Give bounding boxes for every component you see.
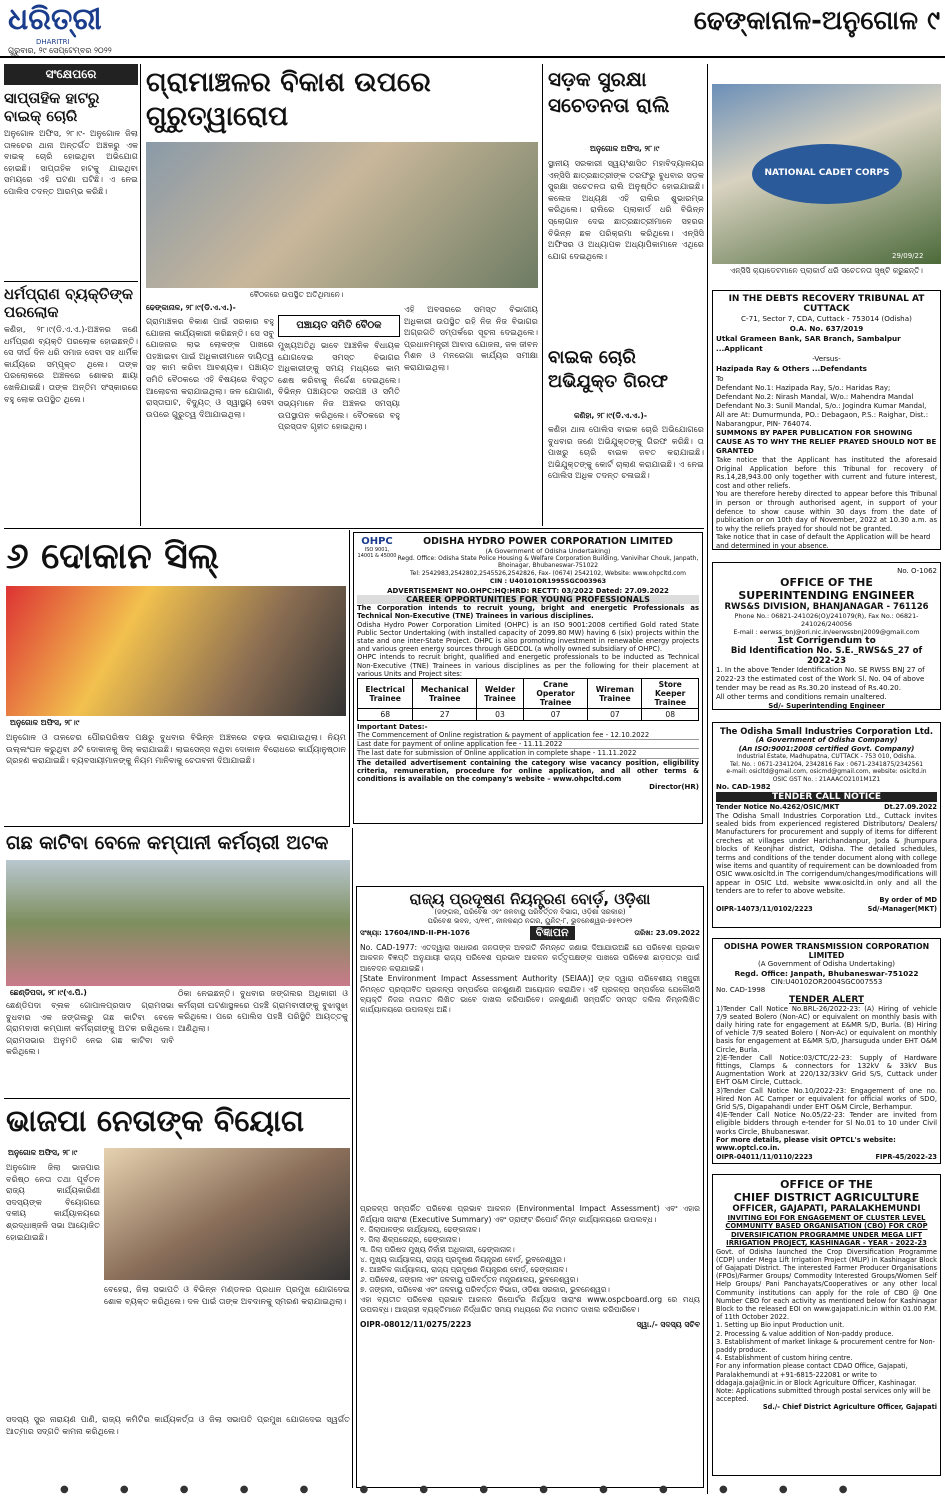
- ohpc-date-3: The last date for submission of Online application in complete shape - 11.11.2022: [357, 749, 699, 758]
- ohpc-para-1: The Corporation intends to recruit young, bright and energetic Professionals as Technical Non-Executive (TNE) Trainees in various disciplines.: [357, 604, 699, 621]
- drt-to: To: [716, 374, 724, 383]
- ncc-caption: ଏନ୍‌ସିସି କ୍ୟାଡେଟମାନେ ପ୍ଲାକାର୍ଡ ଧରି ସଚେତନତା ସୃଷ୍ଟି କରୁଛନ୍ତି।: [730, 266, 923, 275]
- lead-text-1: ଗ୍ରାମାଞ୍ଚଳର ବିକାଶ ପାଇଁ ସରକାର ବହୁ ଯୋଜନା କାର୍ଯ୍ୟକାରୀ କରିଛନ୍ତି। ସେ ସବୁ ଯୋଜନାର ଲାଭ ଲୋକଙ୍କ ପାଖରେ ପହଞ୍ଚାଇବା ପାଇଁ ଅଧିକାରୀମାନେ ଦାୟିତ୍ୱ ସହ କାମ କରିବା ଆବଶ୍ୟକ। ପଞ୍ଚାୟତ ସମିତି ବୈଠକରେ ଏହି ବିଷୟରେ ବିସ୍ତୃତ ଆଲୋଚନା କରାଯାଇଥିଲା। ଜଳ ଯୋଗାଣ, ରାସ୍ତାଘାଟ, ବିଦ୍ୟୁତ୍ ଓ ସ୍ୱାସ୍ଥ୍ୟ ସେବା ଉପରେ ଗୁରୁତ୍ୱ ଦିଆଯାଇଥିଲା।: [146, 316, 274, 419]
- page-title: ଢେଙ୍କାନାଳ-ଅନୁଗୋଳ ୯: [693, 6, 940, 36]
- lead-headline: ଗ୍ରାମାଞ୍ଚଳର ବିକାଶ ଉପରେ ଗୁରୁତ୍ୱାରୋପ: [146, 67, 431, 132]
- ohpc-date-1: The Commencement of Online registration & payment of application fee - 12.10.2022: [357, 731, 699, 740]
- bjp-text-1: ଅନୁଗୋଳ ଜିଲା ଭାଜପାର ବରିଷ୍ଠ ନେତା ତଥା ପୂର୍ବତନ ରାଜ୍ୟ କାର୍ଯ୍ୟକାରିଣୀ ସଦସ୍ୟଙ୍କ ବିୟୋଗରେ ଦଳୀୟ କାର୍ଯ୍ୟାଳୟରେ ଶ୍ରଦ୍ଧାଞ୍ଜଳି ସଭା ଆୟୋଜିତ ହୋଇଯାଇଛି।: [6, 1162, 100, 1242]
- ohpc-para-3: OHPC intends to recruit bright, qualified and energetic professionals to be inducted as Technical Non-Executive (TNE) Trainees in various disciplines as per the following for their placement at various Units and Project sites:: [357, 653, 699, 678]
- optcl-notice: [712, 938, 941, 1164]
- table-cell: 27: [413, 709, 477, 721]
- rwss-para-2: All other terms and conditions remain unaltered.: [716, 693, 887, 701]
- ncc-photo: [712, 84, 941, 264]
- rwss-para-1: 1. In the above Tender Identification No. SE RWSS BNJ 27 of 2022-23 the estimated cost of the Work Sl. No. 04 of above tender may be read as Rs.30.20 instead of Rs.40.20.: [716, 666, 925, 692]
- bjp-dateline: ଅନୁଗୋଳ ଅଫିସ, ୨୮।୯: [8, 1148, 78, 1157]
- road-text: ସ୍ଥାନୀୟ ସରକାରୀ ସ୍ୱୟଂଶାସିତ ମହାବିଦ୍ୟାଳୟର ଏନ୍‌ସିସି ଛାତ୍ରଛାତ୍ରୀଙ୍କ ତରଫରୁ ବୁଧବାର ସଡ଼କ ସୁରକ୍ଷା ସଚେତନତା ରାଲି ଅନୁଷ୍ଠିତ ହୋଇଯାଇଛି। କଲେଜ ଅଧ୍ୟକ୍ଷ ଏହି ରାଲିର ଶୁଭାରମ୍ଭ କରିଥିଲେ। ରାଲିରେ ପ୍ଲାକାର୍ଡ ଧରି ବିଭିନ୍ନ ସ୍ଲୋଗାନ ଦେଇ ଛାତ୍ରଛାତ୍ରୀମାନେ ସହରର ବିଭିନ୍ନ ଛକ ପରିକ୍ରମା କରିଥିଲେ। ଏନ୍‌ସିସି ଅଫିସର ଓ ଅଧ୍ୟାପକ ଅଧ୍ୟାପିକାମାନେ ଏଥିରେ ଯୋଗ ଦେଇଥିଲେ।: [548, 158, 704, 261]
- briefs-column: [4, 64, 138, 526]
- lead-text-2: ମୁଖ୍ୟଅତିଥି ଭାବେ ଆଞ୍ଚଳିକ ବିଧାୟକ ଯୋଗଦେଇ ସମସ୍ତ ବିଭାଗର ଅଧିକାରୀଙ୍କୁ ସମୟ ମଧ୍ୟରେ କାମ ଶେଷ କରିବାକୁ ନିର୍ଦ୍ଦେଶ ଦେଇଥିଲେ। ବିଭିନ୍ନ ପଞ୍ଚାୟତର ସରପଞ୍ଚ ଓ ସମିତି ସଭ୍ୟମାନେ ନିଜ ଅଞ୍ଚଳର ସମସ୍ୟା ଉପସ୍ଥାପନ କରିଥିଲେ। ବୈଠକରେ ବହୁ ପ୍ରସ୍ତାବ ଗୃହୀତ ହୋଇଥିଲା।: [278, 340, 400, 432]
- cdao-item-4: 4. Establishment of custom hiring centre.: [716, 1354, 853, 1363]
- ospcb-notice-label: ବିଜ୍ଞାପନ: [530, 926, 575, 940]
- rwss-no: No. O-1062: [897, 567, 937, 575]
- cdao-para-3: Note: Applications submitted through postal services only will be accepted.: [716, 1387, 931, 1404]
- rwss-corrigendum: 1st Corrigendum to: [777, 636, 876, 646]
- rwss-email: E-mail : eerwss_bnj@ori.nic.in/eerwssbnj2009@gmail.com: [733, 628, 920, 636]
- meeting-photo: [146, 142, 538, 288]
- rwss-title-2: SUPERINTENDING ENGINEER: [738, 589, 915, 602]
- bjp-text-3: ବେହେରା, ଜିଲା ସଭାପତି ଓ ବିଭିନ୍ନ ମଣ୍ଡଳର ପ୍ରଧାନ ପ୍ରମୁଖ ଯୋଗଦେଇ ଶୋକ ବ୍ୟକ୍ତ କରିଥିଲେ। ଦଳ ପାଇଁ ତାଙ୍କ ଅବଦାନକୁ ସ୍ମରଣ କରାଯାଇଥିଲା।: [104, 1284, 350, 1306]
- ohpc-header: [357, 536, 699, 585]
- table-cell: 07: [523, 709, 588, 721]
- seal-headline: ୬ ଦୋକାନ ସିଲ୍: [6, 535, 220, 577]
- cdao-para-1: Govt. of Odisha launched the Crop Diversification Programme (CDP) under Mega Lift Irrigation Project (MLIP) in Kashinagar Block of Gajapati District. The interested Farmer Producer Organisations (FPOs)/Farmer Groups/ Commodity Interested Groups/Women Self Help Groups/ Pani Panchayats/Cooperatives or any other local Community institutions can apply for the role of CBO @ One Number CBO for each activity as mentioned below for Kashinagar Block to the released EOI on www.gajapati.nic.in within 01.00 P.M. of 11th October 2022.: [716, 1247, 937, 1322]
- drt-defendant-2: Defendant No.2: Nirash Mandal, W/o.: Mahendra Mandal: [716, 393, 914, 401]
- section-label: ସଂକ୍ଷେପରେ: [4, 64, 138, 85]
- ohpc-para-2: Odisha Hydro Power Corporation Limited (OHPC) is an ISO 9001:2008 certified Gold rated State Public Sector Undertaking (with installed capacity of 2099.80 MW) having 6 (six) projects within the state and one inter-State Project. OHPC is also promoting investment in renewable energy projects and various green energy sources through GEDCOL (a wholly owned subsidiary of OHPC).: [357, 620, 699, 654]
- osic-sign-1: By order of MD: [879, 895, 937, 904]
- ohpc-cin: CIN : U40101OR1995SGC003963: [489, 577, 607, 586]
- optcl-footer-row: [716, 1152, 937, 1162]
- brief-headline-2: ଧର୍ମପ୍ରାଣ ବ୍ୟକ୍ତିଙ୍କ ପରଲୋକ: [4, 285, 133, 321]
- ncc-banner: NATIONAL CADET CORPS: [752, 144, 902, 204]
- osic-notice-label: TENDER CALL NOTICE: [716, 792, 937, 802]
- table-cell: 07: [588, 709, 642, 721]
- tree-text-1: ଛେଣ୍ଡିପଦା ବ୍ଲକ ଗୋପାଳପ୍ରସାଦ ଗ୍ରାମସଭା ବୁଧବାର ଏକ ଜଙ୍ଗଲରୁ ଗଛ କାଟିବା ବେଳେ ଗ୍ରାମବାସୀ କମ୍ପାନୀ କର୍ମଚାରୀଙ୍କୁ ଅଟକ ରଖିଥିଲେ। ଗ୍ରାମସଭାର ଅନୁମତି ନେଇ ଗଛ କାଟିବା ଦାବି କରିଥିଲେ।: [6, 1000, 174, 1057]
- osic-cin: OSIC GST No. : 21AAACO2101M1Z1: [772, 775, 881, 783]
- brief-text-1: ଅନୁଗୋଳ ଅଫିସ, ୨୮।୯- ଅନୁଗୋଳ ଜିଲା ତାଳଚେର ଥାନା ଅନ୍ତର୍ଗତ ଅଞ୍ଚଳରୁ ଏକ ବାଇକ୍ ଚୋରି ହୋଇଥିବା ଅଭିଯୋଗ ହୋଇଛି। ସାପ୍ତାହିକ ହାଟକୁ ଯାଇଥିବା ସମୟରେ ଏହି ଘଟଣା ଘଟିଛି। ଏ ନେଇ ପୋଲିସ ତଦନ୍ତ ଆରମ୍ଭ କରିଛି।: [4, 128, 138, 196]
- column-rule: [707, 64, 708, 1494]
- ohpc-tel: Tel: 2542983,2542802,2545526,2542826, Fax- (0674) 2542102, Website: www.ohpcltd.com: [409, 569, 686, 577]
- osic-footer-row: [716, 904, 937, 914]
- drt-versus: -Versus-: [812, 354, 841, 363]
- ohpc-logo-block: [357, 536, 397, 585]
- table-header: Wireman Trainee: [588, 679, 642, 709]
- ospcb-footer-row: [360, 1320, 700, 1330]
- ohpc-logo: OHPC: [361, 536, 393, 547]
- osic-sub-1: (A Government of Odisha Company): [755, 736, 898, 744]
- tribute-photo: [104, 1148, 350, 1280]
- cdao-invite: INVITING EOI FOR ENGAGEMENT OF CLUSTER LEVEL COMMUNITY BASED ORGANISATION (CBO) FOR CROP DIVERSIFICATION PROGRAMME UNDER MEGA LIFT IRRIGATION PROJECT, KASHINAGAR - YEAR - 2022-23: [725, 1214, 928, 1248]
- table-row: [358, 709, 699, 721]
- divider: [4, 281, 138, 282]
- ospcb-item-4: ୪. ମୁଖ୍ୟ କାର୍ଯ୍ୟାଳୟ, ରାଜ୍ୟ ପ୍ରଦୂଷଣ ନିୟନ୍ତ୍ରଣ ବୋର୍ଡ଼, ଭୁବନେଶ୍ୱର।: [360, 1255, 566, 1265]
- ohpc-iso: ISO 9001, 14001 & 45000: [357, 547, 397, 559]
- table-row: [358, 679, 699, 709]
- table-header: Store Keeper Trainee: [642, 679, 699, 709]
- ohpc-title: ODISHA HYDRO POWER CORPORATION LIMITED: [423, 536, 673, 547]
- rwss-sign-1: Sd/- Superintending Engineer: [768, 702, 885, 710]
- cdao-title-2: CHIEF DISTRICT AGRICULTURE: [733, 1191, 920, 1204]
- column-rule: [542, 64, 543, 526]
- ospcb-item-7: ୭. ଜଙ୍ଗଲ, ପରିବେଶ ଏବଂ ଜଳବାୟୁ ପରିବର୍ତ୍ତନ ବିଭାଗ, ଓଡ଼ିଶା ସରକାର, ଭୁବନେଶ୍ୱର।: [360, 1285, 610, 1295]
- ospcb-para-2: [State Environment Impact Assessment Authority (SEIAA)] ଙ୍କ ଦ୍ୱାରା ପରିବେଶୀୟ ମଞ୍ଜୁରୀ ନିମନ୍ତେ ପ୍ରସ୍ତାବିତ ପ୍ରକଳ୍ପ ସମ୍ପର୍କରେ ଜନଶୁଣାଣି ଆୟୋଜନ କରାଯିବ। ଏହି ପ୍ରକଳ୍ପ ସମ୍ପର୍କରେ ଯେକୌଣସି ବ୍ୟକ୍ତି ନିଜର ମତାମତ ଲିଖିତ ଭାବେ ଦାଖଲ କରିପାରିବେ। ଜନଶୁଣାଣି ସମ୍ପର୍କିତ ସମସ୍ତ ଦଲିଲ ନିମ୍ନଲିଖିତ କାର୍ଯ୍ୟାଳୟରେ ଉପଲବ୍ଧ ଅଛି।: [360, 974, 700, 1015]
- table-header: Welder Trainee: [477, 679, 524, 709]
- cdao-title-3: OFFICER, GAJAPATI, PARALAKHEMUNDI: [732, 1204, 921, 1214]
- column-rule: [140, 64, 141, 526]
- cdao-item-3: 3. Establishment of market linkage & procurement centre for Non-paddy produce.: [716, 1337, 935, 1355]
- table-cell: 68: [358, 709, 413, 721]
- drt-defendant-3: Defendant No.3: Sunil Mandal, S/o.: Jogindra Kumar Mandal, All are At: Dumurmunda, PO.: Debagaon, P.S.: Raighar, Dist.: Nabarangpur, PIN- 764074.: [716, 402, 929, 428]
- bike-headline: ବାଇକ ଚୋରି ଅଭିଯୁକ୍ତ ଗିରଫ: [548, 347, 669, 392]
- osic-ref-row: [716, 802, 937, 812]
- tree-headline: ଗଛ କାଟିବା ବେଳେ କମ୍ପାନୀ କର୍ମଚାରୀ ଅଟକ: [6, 832, 329, 854]
- ohpc-career: CAREER OPPORTUNITIES FOR YOUNG PROFESSIONALS: [357, 595, 699, 604]
- column-rule: [349, 530, 350, 826]
- cdao-sign: Sd./- Chief District Agriculture Officer, Gajapati: [762, 1403, 937, 1412]
- rwss-bid-id: Bid Identification No. S.E._RWS&S_27 of 2022-23: [730, 646, 923, 666]
- ospcb-ad: [356, 886, 704, 1488]
- ospcb-item-6: ୬. ପରିବେଶ, ଜଙ୍ଗଲ ଏବଂ ଜଳବାୟୁ ପରିବର୍ତ୍ତନ ମନ୍ତ୍ରଣାଳୟ, ଭୁବନେଶ୍ୱର।: [360, 1275, 579, 1285]
- drt-summons: SUMMONS BY PAPER PUBLICATION FOR SHOWING CAUSE AS TO WHY THE RELIEF PRAYED SHOULD NOT BE GRANTED: [716, 429, 937, 455]
- rwss-title-3: RWS&S DIVISION, BHANJANAGAR - 761126: [724, 602, 929, 612]
- lead-photo-caption: ବୈଠକରେ ଉପସ୍ଥିତ ଅତିଥିମାନେ।: [250, 290, 344, 299]
- table-header: Electrical Trainee: [358, 679, 413, 709]
- table-header: Crane Operator Trainee: [523, 679, 588, 709]
- ospcb-address: ପରିବେଶ ଭବନ, ଏ/୧୧୮, ନୀଳକଣ୍ଠ ନଗର, ୟୁନିଟ୍-୮, ଭୁବନେଶ୍ୱର-୭୫୧୦୧୨: [427, 917, 633, 925]
- rwss-title-1: OFFICE OF THE: [780, 576, 873, 589]
- bjp-headline: ଭାଜପା ନେତାଙ୍କ ବିୟୋଗ: [6, 1104, 305, 1139]
- rwss-phone: Phone No.: 06821-241026(O)/241079(R), Fax No.: 06821-241026/240056: [734, 612, 919, 628]
- drt-applicant: Utkal Grameen Bank, SAR Branch, Sambalpur ...Applicant: [716, 334, 901, 353]
- issue-date: ଗୁରୁବାର, ୨୯ ସେପ୍ଟେମ୍ବର ୨୦୨୨: [8, 46, 112, 55]
- osic-para: The Odisha Small Industries Corporation Ltd., Cuttack invites sealed bids from experienced registered Distributors/ Dealers/ Manufacturers for procurement and supply of items for different creches at villages under Harichandanpur, Joda & Jhumpura blocks of Keonjhar district, Odisha. The detailed schedules, terms and conditions of the tender document along with college wise items and quantity of requirement can be downloaded from OSIC www.osicltd.in The corrigendum/changes/modifications will appear in OSIC Ltd. website www.osicltd.in only and all the tenders are to refer to above website.: [716, 811, 938, 896]
- section-rule: [4, 1098, 350, 1099]
- optcl-alert: TENDER ALERT: [788, 994, 864, 1005]
- road-headline: ସଡ଼କ ସୁରକ୍ଷା ସଚେତନତା ରାଲି: [548, 67, 670, 117]
- ohpc-ad: [353, 532, 703, 824]
- lead-subhead-box: ପଞ୍ଚାୟତ ସମିତି ବୈଠକ: [278, 315, 400, 337]
- bjp-text-2: ସଦସ୍ୟ ସୁର ନାରାୟଣ ପାଣି, ରାଜ୍ୟ କମିଟିର କାର୍ଯ୍ୟକର୍ତ୍ତା ଓ ଜିଲା ସଭାପତି ପ୍ରମୁଖ ଯୋଗଦେଇ ସ୍ୱର୍ଗତ ଆତ୍ମାର ସଦ୍‌ଗତି କାମନା କରିଥିଲେ।: [6, 1414, 350, 1436]
- section-rule: [4, 826, 350, 827]
- column-rule: [352, 828, 353, 1488]
- drt-case-no: O.A. No. 637/2019: [789, 324, 864, 333]
- ohpc-sub: (A Government of Odisha Undertaking): [485, 547, 611, 555]
- optcl-para-4: 4)E-Tender Call Notice No.05/22-23: Tender are invited from eligible bidders through e-tender for Sl No.01 to 10 under Civil works Circle, Bhubaneswar.: [716, 1111, 937, 1136]
- section-rule: [4, 528, 704, 529]
- bike-text: କଣିହା ଥାନା ପୋଲିସ ବାଇକ ଚୋରି ଅଭିଯୋଗରେ ବୁଧବାର ଜଣେ ଅଭିଯୁକ୍ତଙ୍କୁ ଗିରଫ କରିଛି। ତା ପାଖରୁ ଚୋରି ବାଇକ ଜବତ କରାଯାଇଛି। ଅଭିଯୁକ୍ତଙ୍କୁ କୋର୍ଟ ଚାଲାଣ କରାଯାଇଛି। ଏ ନେଇ ପୋଲିସ ଅଧିକ ତଦନ୍ତ ଚଳାଇଛି।: [548, 424, 704, 481]
- table-header: Mechanical Trainee: [413, 679, 477, 709]
- ospcb-ref: ସଂଖ୍ୟା: 17604/IND-II-PH-1076: [360, 928, 470, 937]
- ohpc-date-2: Last date for payment of online application fee - 11.11.2022: [357, 740, 699, 749]
- osic-title: The Odisha Small Industries Corporation Ltd.: [719, 726, 934, 736]
- seal-caption: ଅନୁଗୋଳ ଅଫିସ, ୨୮।୯: [10, 718, 80, 727]
- cdao-item-1: 1. Setting up Bio input Production unit.: [716, 1321, 845, 1330]
- optcl-cin: CIN:U40102OR2004SGC007553: [770, 977, 883, 986]
- ospcb-oipr: OIPR-08012/11/0275/2223: [360, 1319, 472, 1329]
- ospcb-para-4: ଏହା ବ୍ୟତୀତ ପରିବେଶ ପ୍ରଭାବ ଆକଳନ ରିପୋର୍ଟର ନିର୍ଯ୍ୟାସ ସାରାଂଶ www.ospcboard.org ରେ ମଧ୍ୟ ଉପଲବ୍ଧ। ଆଗ୍ରହୀ ବ୍ୟକ୍ତିମାନେ ନିର୍ଦ୍ଧାରିତ ସମୟ ମଧ୍ୟରେ ନିଜ ମତାମତ ଦାଖଲ କରିପାରିବେ।: [360, 1295, 700, 1315]
- drt-notice: [712, 290, 941, 550]
- tree-text-2: ଠିକା ନେଇଛନ୍ତି। ବୁଧବାର ଜଙ୍ଗଲର ଅଧିକାରୀ ଓ କର୍ମଚାରୀ ଘଟଣାସ୍ଥଳରେ ପହଞ୍ଚି ଗ୍ରାମବାସୀଙ୍କୁ ବୁଝାସୁଝା କରିଥିଲେ। ପରେ ପୋଲିସ ପହଞ୍ଚି ପରିସ୍ଥିତି ଆୟତ୍ତକୁ ଆଣିଥିଲା।: [178, 988, 348, 1033]
- optcl-para-1: 1)Tender Call Notice No.BRL-26/2022-23: (A) Hiring of vehicle 7/9 seated Bolero (Non-AC) or equivalent on monthly basis with daily hiring rate for engagement at E&MR S/D, Burla. (B) Hiring of vehicle 7/9 seated Bolero ( Non-Ac) or equivalent on monthly basis for engagement at E&MR S/D, Jharsuguda under EHT O&M Circle, Burla.: [716, 1004, 937, 1054]
- brief-text-2: କଣିହା, ୨୮।୯(ଡି.ଏ.ଏ.)-ଅଞ୍ଚଳର ଜଣେ ଧର୍ମପ୍ରାଣ ବ୍ୟକ୍ତି ପରଲୋକ ହୋଇଛନ୍ତି। ସେ ଦୀର୍ଘ ଦିନ ଧରି ସମାଜ ସେବା ସହ ଧାର୍ମିକ କାର୍ଯ୍ୟରେ ସମ୍ପୃକ୍ତ ଥିଲେ। ତାଙ୍କ ପରଲୋକରେ ଅଞ୍ଚଳରେ ଶୋକର ଛାୟା ଖେଳିଯାଇଛି। ତାଙ୍କ ଅନ୍ତିମ ସଂସ୍କାରରେ ବହୁ ଲୋକ ଉପସ୍ଥିତ ଥିଲେ।: [4, 324, 138, 404]
- osic-address: Industrial Estate, Madhupatna, CUTTACK - 753 010, Odisha.: [736, 753, 917, 760]
- brief-headline-1: ସାପ୍ତାହିକ ହାଟରୁ ବାଇକ୍ ଚୋରି: [4, 89, 100, 125]
- drt-defendants: Hazipada Ray & Others ...Defendants: [716, 364, 867, 373]
- ospcb-para-3: ପ୍ରକଳ୍ପ ସମ୍ପର୍କିତ ପରିବେଶ ପ୍ରଭାବ ଆକଳନ (Environmental Impact Assessment) ଏବଂ ଏହାର ନିର୍ଯ୍ୟାସ ସାରାଂଶ (Executive Summary) ଏବଂ ଡ୍ରାଫ୍ଟ ରିପୋର୍ଟ ନିମ୍ନ କାର୍ଯ୍ୟାଳୟରେ ଉପଲବ୍ଧ।: [360, 1204, 700, 1224]
- rwss-notice: [712, 562, 941, 710]
- photo-stamp: 29/09/22: [892, 252, 924, 260]
- drt-para-3: Take notice that in case of default the Application will be heard and determined in your absence.: [716, 533, 931, 550]
- osic-tender-no: Tender Notice No.4262/OSIC/MKT: [716, 802, 840, 811]
- ospcb-item-2: ୨. ଜିଲା ଶିଳ୍ପକେନ୍ଦ୍ର, ଢେଙ୍କାନାଳ।: [360, 1235, 461, 1245]
- bike-dateline: କଣିହା, ୨୮।୯(ଡି.ଏ.ଏ.)-: [574, 411, 648, 420]
- seal-text-1: ଅନୁଗୋଳ ଓ ତାଳଚେର ପୌରପରିଷଦ ପକ୍ଷରୁ ବୁଧବାର ବିଭିନ୍ନ ଅଞ୍ଚଳରେ ଚଢ଼ଉ କରାଯାଇଥିଲା। ନିୟମ ଉଲ୍ଲଂଘନ କରୁଥିବା ୬ଟି ଦୋକାନକୁ ସିଲ୍ କରାଯାଇଛି। ଲାଇସେନ୍ସ ନଥିବା ଦୋକାନ ବିରୋଧରେ କାର୍ଯ୍ୟାନୁଷ୍ଠାନ ଗ୍ରହଣ କରାଯାଇଛି। ବ୍ୟବସାୟୀମାନଙ୍କୁ ନିୟମ ମାନିବାକୁ ଚେତାବନୀ ଦିଆଯାଇଛି।: [6, 732, 346, 766]
- ospcb-item-1: ୧. ଜିଲାପାଳଙ୍କ କାର୍ଯ୍ୟାଳୟ, ଢେଙ୍କାନାଳ।: [360, 1225, 481, 1235]
- cdao-para-2: For any information please contact CDAO Office, Gajapati, Paralakhemundi at +91-6815-222081 or write to ddagaja.gaja@nic.in or Block Agriculture Officer, Kashinagar.: [716, 1362, 917, 1387]
- osic-notice: [712, 722, 941, 928]
- lead-text-3: ଏହି ଅବସରରେ ସମସ୍ତ ବିଭାଗୀୟ ଅଧିକାରୀ ଉପସ୍ଥିତ ରହି ନିଜ ନିଜ ବିଭାଗର ଅଗ୍ରଗତି ସମ୍ପର୍କରେ ସୂଚନା ଦେଇଥିଲେ। ପ୍ରଧାନମନ୍ତ୍ରୀ ଆବାସ ଯୋଜନା, ଜଳ ଜୀବନ ମିଶନ ଓ ମନରେଗା କାର୍ଯ୍ୟର ସମୀକ୍ଷା କରାଯାଇଥିଲା।: [404, 304, 538, 372]
- cdao-item-2: 2. Processing & value addition of Non-paddy produce.: [716, 1329, 894, 1338]
- optcl-para-2: 2)E-Tender Call Notice:03/CTC/22-23: Supply of Hardware fittings, Clamps & connectors for 132kV & 33kV Bus Augmentation Work at 220/132/33kV Grid S/S, Cuttack under EHT O&M Circle, Cuttack.: [716, 1053, 937, 1087]
- ospcb-item-3: ୩. ଜିଲା ପରିଷଦ ମୁଖ୍ୟ ନିର୍ବାହୀ ଅଧିକାରୀ, ଢେଙ୍କାନାଳ।: [360, 1245, 515, 1255]
- ospcb-date: ତାରିଖ: 23.09.2022: [634, 928, 700, 937]
- table-cell: 08: [642, 709, 699, 721]
- print-registration-marks: ● ● ● ● ● ● ● ● ● ● ● ● ● ●: [60, 1484, 872, 1495]
- optcl-sub: (A Government of Odisha Undertaking): [758, 960, 895, 968]
- osic-oipr: OIPR-14073/11/0102/2223: [716, 904, 813, 913]
- osic-tender-date: Dt.27.09.2022: [884, 802, 937, 811]
- osic-cad-no: No. CAD-1982: [716, 783, 771, 791]
- ohpc-vacancy-table: [357, 678, 699, 721]
- ospcb-item-5: ୫. ଆଞ୍ଚଳିକ କାର୍ଯ୍ୟାଳୟ, ରାଜ୍ୟ ପ୍ରଦୂଷଣ ନିୟନ୍ତ୍ରଣ ବୋର୍ଡ଼, ଢେଙ୍କାନାଳ।: [360, 1265, 568, 1275]
- shop-photo: [6, 586, 346, 716]
- osic-mail: e-mail: osicltd@gmail.com, osicmd@gmail.com, website: osicltd.in: [726, 768, 927, 775]
- optcl-oipr: OIPR-04011/11/0110/2223: [716, 1153, 813, 1162]
- drt-para-2: You are therefore hereby directed to appear before this Tribunal in person or through authorised agent, in support of your defence to show cause within 30 days from the date of publication or on 10th day of November, 2022 at 10.30 a.m. as to why the reliefs prayed for should not be granted.: [716, 490, 937, 533]
- table-cell: 03: [477, 709, 524, 721]
- drt-defendant-1: Defendant No.1: Hazipada Ray, S/o.: Haridas Ray;: [716, 384, 891, 392]
- optcl-fipr: FIPR-45/2022-23: [875, 1153, 937, 1162]
- optcl-title: ODISHA POWER TRANSMISSION CORPORATION LIMITED: [723, 942, 930, 960]
- ospcb-title: ରାଜ୍ୟ ପ୍ରଦୂଷଣ ନିୟନ୍ତ୍ରଣ ବୋର୍ଡ଼, ଓଡ଼ିଶା: [409, 890, 651, 908]
- drt-title: IN THE DEBTS RECOVERY TRIBUNAL AT CUTTACK: [728, 294, 925, 314]
- ospcb-sign: ସ୍ୱା./- ସଦସ୍ୟ ସଚିବ: [636, 1319, 700, 1329]
- ospcb-para-1: No. CAD-1977: ଏତଦ୍ୱାରା ସାଧାରଣ ଜନତାଙ୍କ ଅବଗତି ନିମନ୍ତେ ଜଣାଇ ଦିଆଯାଉଅଛି ଯେ ପରିବେଶ ପ୍ରଭାବ ଆକଳନ ବିଜ୍ଞପ୍ତି ଅନୁଯାୟୀ ରାଜ୍ୟ ପରିବେଶ ପ୍ରଭାବ ଆକଳନ କର୍ତ୍ତୃପକ୍ଷଙ୍କ ପାଖରେ ପରିବେଶ ଛାଡ଼ପତ୍ର ପାଇଁ ଆବେଦନ କରାଯାଇଛି।: [360, 943, 700, 973]
- osic-tel: Tel. No. : 0671-2341204, 2342816 Fax : 0671-2341875/2342561: [729, 760, 924, 768]
- optcl-cad: No. CAD-1998: [716, 986, 766, 994]
- cdao-title-1: OFFICE OF THE: [780, 1178, 873, 1191]
- ohpc-title-block: [397, 536, 699, 585]
- tree-caption: ଛେଣ୍ଡିପଦା, ୨୮।୯(ଏ.ପି.): [10, 988, 87, 997]
- ohpc-sign: Director(HR): [649, 783, 699, 792]
- lead-dateline: ଢେଙ୍କାନାଳ, ୨୮।୯(ଡି.ଏ.ଏ.)-: [146, 303, 236, 312]
- protest-photo: [6, 860, 350, 986]
- masthead: [0, 0, 945, 58]
- optcl-website: For more details, please visit OPTCL's website: www.optcl.co.in.: [716, 1135, 896, 1152]
- ospcb-ref-row: [360, 926, 700, 940]
- optcl-address: Regd. Office: Janpath, Bhubaneswar-751022: [734, 968, 919, 978]
- road-dateline: ଅନୁଗୋଳ ଅଫିସ, ୨୮।୯: [590, 144, 660, 153]
- drt-para-1: Take notice that the Applicant has instituted the aforesaid Original Application before this Tribunal for recovery of Rs.14,28,943.00 only together with current and future interest, cost and other reliefs.: [716, 456, 937, 490]
- newspaper-logo-sub: DHARITRI: [36, 38, 70, 46]
- ohpc-address: Regd. Office: Odisha State Police Housing & Welfare Corporation Building, Vanivihar Chouk, Janpath, Bhoinagar, Bhubaneswar-751022: [397, 555, 699, 570]
- ohpc-adv-no: ADVERTISEMENT NO.OHPC:HQ:HRD: RECTT: 03/2022 Dated: 27.09.2022: [387, 587, 669, 596]
- optcl-para-3: 3)Tender Call Notice No.10/2022-23: Engagement of one no. Hired Non AC Camper or equivalent for official works of SDO, Grid S/S, Digapahandi under EHT O&M Circle, Berhampur.: [716, 1086, 937, 1111]
- ohpc-dates-title: Important Dates:-: [357, 723, 428, 732]
- osic-sub-2: (An ISO:9001:2008 certified Govt. Company): [738, 744, 915, 753]
- drt-address: C-71, Sector 7, CDA, Cuttack - 753014 (Odisha): [741, 314, 912, 323]
- cdao-notice: [712, 1174, 941, 1476]
- ospcb-sub: (ଜଙ୍ଗଲ, ପରିବେଶ ଏବଂ ଜଳବାୟୁ ପରିବର୍ତ୍ତନ ବିଭାଗ, ଓଡ଼ିଶା ସରକାର): [434, 908, 626, 916]
- newspaper-logo: ଧରିତ୍ରୀ: [8, 2, 102, 37]
- ohpc-para-4: The detailed advertisement containing the category wise vacancy position, eligibility criteria, remuneration, procedure for online application, and all other terms & conditions is available on the company's website – www.ohpcltd.com: [357, 758, 699, 784]
- osic-sign-2: Sd/-Manager(MKT): [867, 904, 937, 913]
